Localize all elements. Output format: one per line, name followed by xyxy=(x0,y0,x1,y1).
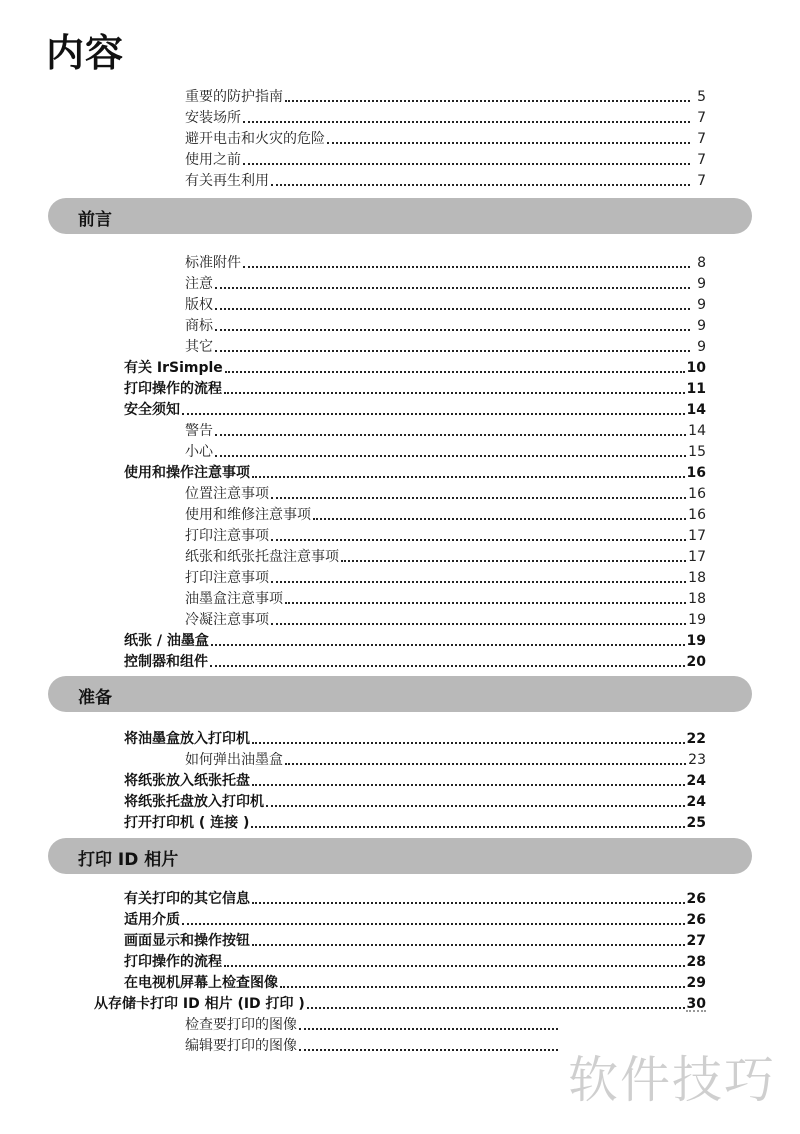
toc-label: 有关再生利用 xyxy=(185,173,269,189)
toc-label: 使用和维修注意事项 xyxy=(185,507,311,523)
leader-dots xyxy=(307,1007,685,1009)
toc-entry[interactable] xyxy=(0,649,800,670)
toc-entry[interactable] xyxy=(0,565,800,586)
toc-page: 20 xyxy=(686,654,706,670)
section-title: 打印 ID 相片 xyxy=(78,850,179,870)
toc-entry[interactable] xyxy=(0,1012,800,1033)
toc-page: 27 xyxy=(686,933,706,949)
toc-entry[interactable] xyxy=(0,313,800,334)
toc-entry[interactable] xyxy=(0,481,800,502)
toc-label: 有关 IrSimple xyxy=(124,360,223,376)
toc-label: 打开打印机 ( 连接 ) xyxy=(124,815,250,831)
toc-label: 注意 xyxy=(185,276,213,292)
toc-page: 9 xyxy=(697,318,706,334)
toc-page: 23 xyxy=(688,752,706,768)
toc-entry[interactable] xyxy=(0,250,800,271)
print-id-toc xyxy=(0,886,800,1054)
toc-label: 其它 xyxy=(185,339,213,355)
leader-dots xyxy=(215,350,690,352)
toc-entry[interactable] xyxy=(0,271,800,292)
toc-page: 18 xyxy=(688,570,706,586)
section-header-print-id[interactable] xyxy=(48,838,752,874)
toc-page: 8 xyxy=(697,255,706,271)
leader-dots xyxy=(243,163,690,165)
toc-page: 14 xyxy=(688,423,706,439)
toc-entry[interactable] xyxy=(0,105,800,126)
toc-label: 如何弹出油墨盒 xyxy=(185,752,283,768)
toc-entry[interactable] xyxy=(0,886,800,907)
toc-entry[interactable] xyxy=(0,523,800,544)
toc-label: 适用介质 xyxy=(124,912,180,928)
toc-label: 有关打印的其它信息 xyxy=(124,891,250,907)
leader-dots xyxy=(341,560,686,562)
leader-dots xyxy=(225,371,685,373)
toc-page: 24 xyxy=(686,773,706,789)
toc-entry[interactable] xyxy=(0,84,800,105)
leader-dots xyxy=(285,763,686,765)
prepare-toc xyxy=(0,726,800,831)
toc-entry[interactable] xyxy=(0,544,800,565)
toc-label: 打印操作的流程 xyxy=(124,381,222,397)
intro-toc xyxy=(0,84,800,189)
toc-page: 7 xyxy=(697,152,706,168)
toc-label: 标准附件 xyxy=(185,255,241,271)
toc-page: 15 xyxy=(688,444,706,460)
toc-label: 油墨盒注意事项 xyxy=(185,591,283,607)
toc-label: 从存储卡打印 ID 相片 (ID 打印 ) xyxy=(94,996,305,1012)
toc-entry[interactable] xyxy=(0,586,800,607)
section-title: 前言 xyxy=(78,210,112,230)
leader-dots xyxy=(285,100,690,102)
toc-label: 纸张和纸张托盘注意事项 xyxy=(185,549,339,565)
toc-entry[interactable] xyxy=(0,126,800,147)
leader-dots xyxy=(215,329,690,331)
toc-page: 7 xyxy=(697,173,706,189)
toc-entry[interactable] xyxy=(0,502,800,523)
leader-dots xyxy=(182,413,685,415)
toc-label: 重要的防护指南 xyxy=(185,89,283,105)
toc-page: 7 xyxy=(697,131,706,147)
toc-label: 将油墨盒放入打印机 xyxy=(124,731,250,747)
toc-page: 9 xyxy=(697,276,706,292)
leader-dots xyxy=(271,539,686,541)
leader-dots xyxy=(224,392,685,394)
toc-page: 19 xyxy=(688,612,706,628)
toc-entry[interactable] xyxy=(0,292,800,313)
leader-dots xyxy=(252,902,685,904)
toc-entry[interactable] xyxy=(0,907,800,928)
toc-label: 版权 xyxy=(185,297,213,313)
leader-dots xyxy=(215,287,690,289)
toc-label: 商标 xyxy=(185,318,213,334)
toc-entry[interactable] xyxy=(0,460,800,481)
toc-entry[interactable] xyxy=(0,376,800,397)
leader-dots xyxy=(251,826,684,828)
leader-dots xyxy=(252,476,685,478)
toc-page: 10 xyxy=(686,360,706,376)
toc-label: 小心 xyxy=(185,444,213,460)
toc-page: 30 xyxy=(686,996,706,1012)
toc-page: 16 xyxy=(686,465,706,481)
toc-page: 25 xyxy=(686,815,706,831)
leader-dots xyxy=(215,308,690,310)
leader-dots xyxy=(215,434,686,436)
leader-dots xyxy=(224,965,685,967)
leader-dots xyxy=(252,784,685,786)
toc-label: 打印注意事项 xyxy=(185,570,269,586)
toc-page: 26 xyxy=(686,912,706,928)
toc-entry[interactable] xyxy=(0,810,800,831)
toc-page: 9 xyxy=(697,339,706,355)
toc-entry[interactable] xyxy=(0,397,800,418)
leader-dots xyxy=(215,455,686,457)
leader-dots xyxy=(285,602,686,604)
toc-page: 5 xyxy=(697,89,706,105)
leader-dots xyxy=(271,184,690,186)
cropped-page-number xyxy=(686,1010,706,1018)
toc-label: 将纸张托盘放入打印机 xyxy=(124,794,264,810)
toc-page: 19 xyxy=(686,633,706,649)
toc-label: 控制器和组件 xyxy=(124,654,208,670)
toc-entry[interactable] xyxy=(0,789,800,810)
toc-entry[interactable] xyxy=(0,418,800,439)
toc-page: 9 xyxy=(697,297,706,313)
leader-dots xyxy=(271,497,686,499)
toc-entry[interactable] xyxy=(0,147,800,168)
toc-page: 16 xyxy=(688,507,706,523)
toc-entry[interactable] xyxy=(0,168,800,189)
section-header-preface[interactable] xyxy=(48,198,752,234)
toc-label: 在电视机屏幕上检查图像 xyxy=(124,975,278,991)
toc-page: 17 xyxy=(688,528,706,544)
toc-page: 17 xyxy=(688,549,706,565)
toc-label: 警告 xyxy=(185,423,213,439)
toc-page: 7 xyxy=(697,110,706,126)
toc-label: 打印操作的流程 xyxy=(124,954,222,970)
toc-label: 打印注意事项 xyxy=(185,528,269,544)
toc-entry[interactable] xyxy=(0,970,800,991)
toc-label: 位置注意事项 xyxy=(185,486,269,502)
leader-dots xyxy=(271,581,686,583)
leader-dots xyxy=(211,644,685,646)
toc-label: 使用和操作注意事项 xyxy=(124,465,250,481)
leader-dots xyxy=(243,121,690,123)
toc-entry[interactable] xyxy=(0,628,800,649)
toc-label: 安装场所 xyxy=(185,110,241,126)
leader-dots xyxy=(182,923,685,925)
leader-dots xyxy=(252,944,685,946)
toc-label: 冷凝注意事项 xyxy=(185,612,269,628)
toc-page: 26 xyxy=(686,891,706,907)
leader-dots xyxy=(271,623,686,625)
leader-dots xyxy=(327,142,690,144)
toc-label: 安全须知 xyxy=(124,402,180,418)
preface-toc xyxy=(0,250,800,670)
toc-page: 22 xyxy=(686,731,706,747)
toc-page: 24 xyxy=(686,794,706,810)
toc-page: 11 xyxy=(686,381,706,397)
toc-label: 纸张 / 油墨盒 xyxy=(124,633,209,649)
toc-page: 16 xyxy=(688,486,706,502)
page-title: 内容 xyxy=(46,31,125,75)
section-title: 准备 xyxy=(78,688,112,708)
toc-entry[interactable] xyxy=(0,439,800,460)
toc-entry[interactable] xyxy=(0,768,800,789)
toc-label: 检查要打印的图像 xyxy=(185,1017,297,1033)
toc-entry[interactable] xyxy=(0,607,800,628)
toc-page: 29 xyxy=(686,975,706,991)
watermark: 软件技巧 xyxy=(568,1051,776,1109)
leader-dots xyxy=(243,266,690,268)
toc-entry[interactable] xyxy=(0,747,800,768)
toc-label: 将纸张放入纸张托盘 xyxy=(124,773,250,789)
toc-entry[interactable] xyxy=(0,991,800,1012)
toc-label: 使用之前 xyxy=(185,152,241,168)
toc-entry[interactable] xyxy=(0,726,800,747)
toc-label: 画面显示和操作按钮 xyxy=(124,933,250,949)
leader-dots xyxy=(266,805,685,807)
toc-label: 避开电击和火灾的危险 xyxy=(185,131,325,147)
toc-page: 18 xyxy=(688,591,706,607)
leader-dots xyxy=(299,1049,558,1051)
toc-entry[interactable] xyxy=(0,334,800,355)
leader-dots xyxy=(252,742,685,744)
toc-entry[interactable] xyxy=(0,949,800,970)
section-header-prepare[interactable] xyxy=(48,676,752,712)
toc-entry[interactable] xyxy=(0,928,800,949)
leader-dots xyxy=(210,665,685,667)
leader-dots xyxy=(280,986,685,988)
toc-page: 14 xyxy=(686,402,706,418)
leader-dots xyxy=(313,518,686,520)
leader-dots xyxy=(299,1028,558,1030)
toc-label: 编辑要打印的图像 xyxy=(185,1038,297,1054)
toc-page: 28 xyxy=(686,954,706,970)
toc-entry[interactable] xyxy=(0,355,800,376)
